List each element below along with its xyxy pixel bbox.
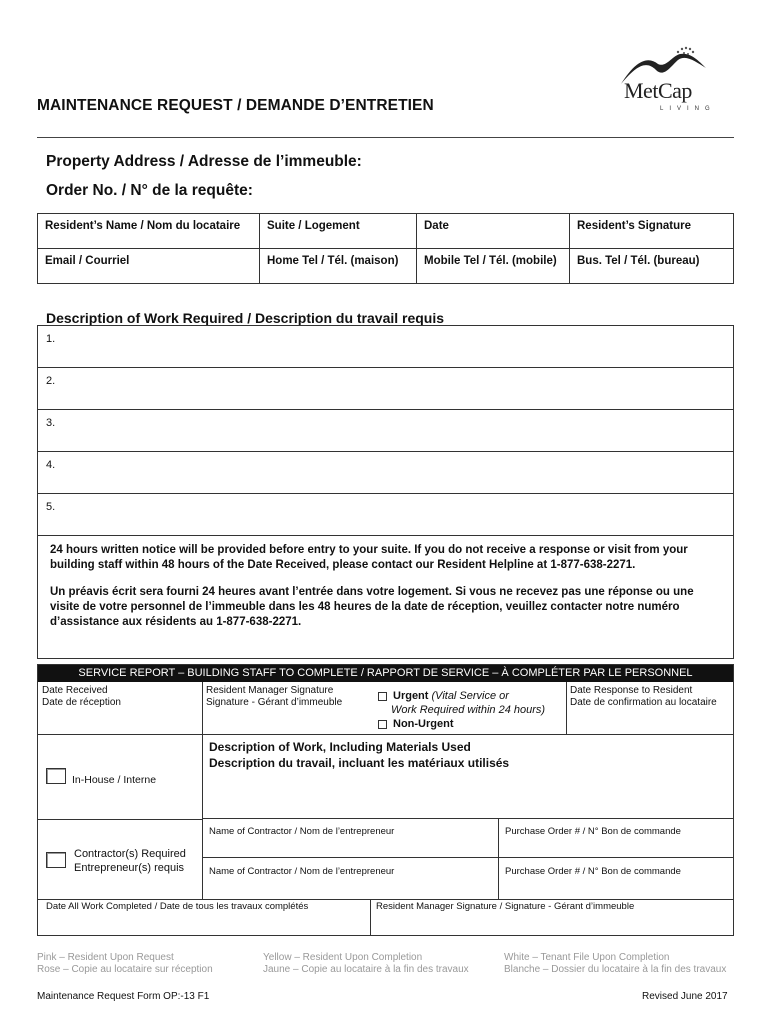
contractor-required-label [74,847,186,875]
resident-signature-field[interactable]: Resident’s Signature [570,214,734,249]
revision-date: Revised June 2017 [642,991,728,1002]
form-identifier: Maintenance Request Form OP:-13 F1 [37,991,210,1002]
work-item-3[interactable]: 3. [38,410,733,452]
contractor-name-field-2[interactable]: Name of Contractor / Nom de l’entrepreneur [209,866,395,877]
copy-pink-fr: Rose – Copie au locataire sur réception [37,964,213,975]
urgent-note: (Vital Service or [431,690,509,702]
form-title: MAINTENANCE REQUEST / DEMANDE D’ENTRETIEN [37,97,434,114]
property-address-label: Property Address / Adresse de l’immeuble: [46,153,362,170]
work-item-4[interactable]: 4. [38,452,733,494]
date-response-field[interactable] [570,685,717,709]
resident-name-field[interactable]: Resident’s Name / Nom du locataire [38,214,260,249]
mobile-tel-field[interactable]: Mobile Tel / Tél. (mobile) [417,249,570,284]
manager-signature-final-field[interactable]: Resident Manager Signature / Signature - Gérant d’immeuble [376,901,635,912]
copy-yellow-en: Yellow – Resident Upon Completion [263,952,423,963]
table-row [38,249,734,284]
non-urgent-label: Non-Urgent [393,718,454,730]
work-done-description-field[interactable] [209,739,509,771]
work-description-heading: Description of Work Required / Description du travail requis [46,310,445,326]
contractor-name-field-1[interactable]: Name of Contractor / Nom de l’entrepreneur [209,826,395,837]
manager-signature-label: Resident Manager Signature [206,685,334,696]
date-response-label: Date Response to Resident [570,685,693,696]
work-done-label: Description of Work, Including Materials Used [209,740,471,754]
service-report-header: SERVICE REPORT – BUILDING STAFF TO COMPLETE / RAPPORT DE SERVICE – À COMPLÉTER PAR LE PERSONNEL [38,665,733,682]
urgent-checkbox[interactable] [378,692,387,701]
non-urgent-option[interactable] [378,717,545,731]
date-received-field[interactable] [42,685,121,709]
non-urgent-checkbox[interactable] [378,720,387,729]
copy-yellow-fr: Jaune – Copie au locataire à la fin des travaux [263,964,469,975]
copy-yellow [263,952,469,976]
logo-subtitle: LIVING [660,106,716,112]
divider [566,682,567,734]
priority-options [378,689,545,731]
contractor-label-en: Contractor(s) Required [74,848,186,860]
service-report [37,664,734,936]
copy-white-en: White – Tenant File Upon Completion [504,952,670,963]
date-received-label: Date Received [42,685,108,696]
suite-field[interactable]: Suite / Logement [260,214,417,249]
entry-notice [37,535,734,659]
purchase-order-field-2[interactable]: Purchase Order # / N° Bon de commande [505,866,681,877]
urgent-note-2: Work Required within 24 hours) [391,704,546,716]
copy-pink-en: Pink – Resident Upon Request [37,952,174,963]
inhouse-checkbox[interactable] [46,768,66,784]
divider [38,734,733,735]
work-item-2[interactable]: 2. [38,368,733,410]
business-tel-field[interactable]: Bus. Tel / Tél. (bureau) [570,249,734,284]
date-response-label-fr: Date de confirmation au locataire [570,697,717,708]
divider [202,818,733,819]
divider [202,857,733,858]
date-field[interactable]: Date [417,214,570,249]
email-field[interactable]: Email / Courriel [38,249,260,284]
order-number-label: Order No. / N° de la requête: [46,182,253,199]
manager-signature-field[interactable] [206,685,342,709]
date-received-label-fr: Date de réception [42,697,121,708]
divider [38,819,202,820]
work-done-label-fr: Description du travail, incluant les matériaux utilisés [209,756,510,770]
work-item-1[interactable]: 1. [38,326,733,368]
divider [202,734,203,900]
logo-wordmark: MetCap [624,78,692,103]
inhouse-label: In-House / Interne [72,774,157,786]
divider [498,818,499,900]
manager-signature-label-fr: Signature - Gérant d’immeuble [206,697,343,708]
divider [370,899,371,936]
notice-english: 24 hours written notice will be provided before entry to your suite. If you do not receive a response or visit from your building staff within 48 hours of the Date Received, please contact our Resident Helpline at 1-877-638-2271. [50,544,688,571]
contractor-checkbox[interactable] [46,852,66,868]
urgent-label: Urgent [393,690,429,702]
divider [202,682,203,734]
table-row [38,214,734,249]
notice-french: Un préavis écrit sera fourni 24 heures avant l’entrée dans votre logement. Si vous ne recevez pas une réponse ou une visite de votre personnel de l’immeuble dans les 48 heures de la date de réception, veuillez contacter notre numéro d’assistance aux résidents au 1-877-638-2271. [50,586,694,628]
copy-pink [37,952,213,976]
contractor-label-fr: Entrepreneur(s) requis [74,862,185,874]
work-description-list [37,325,734,536]
home-tel-field[interactable]: Home Tel / Tél. (maison) [260,249,417,284]
purchase-order-field-1[interactable]: Purchase Order # / N° Bon de commande [505,826,681,837]
resident-info-table [37,213,734,284]
divider [38,899,733,900]
metcap-logo [616,46,736,116]
work-item-5[interactable]: 5. [46,501,56,513]
header-divider [37,137,734,138]
copy-white [504,952,726,976]
date-completed-field[interactable]: Date All Work Completed / Date de tous les travaux complétés [46,901,309,912]
urgent-option[interactable] [378,689,545,703]
copy-white-fr: Blanche – Dossier du locataire à la fin des travaux [504,964,727,975]
